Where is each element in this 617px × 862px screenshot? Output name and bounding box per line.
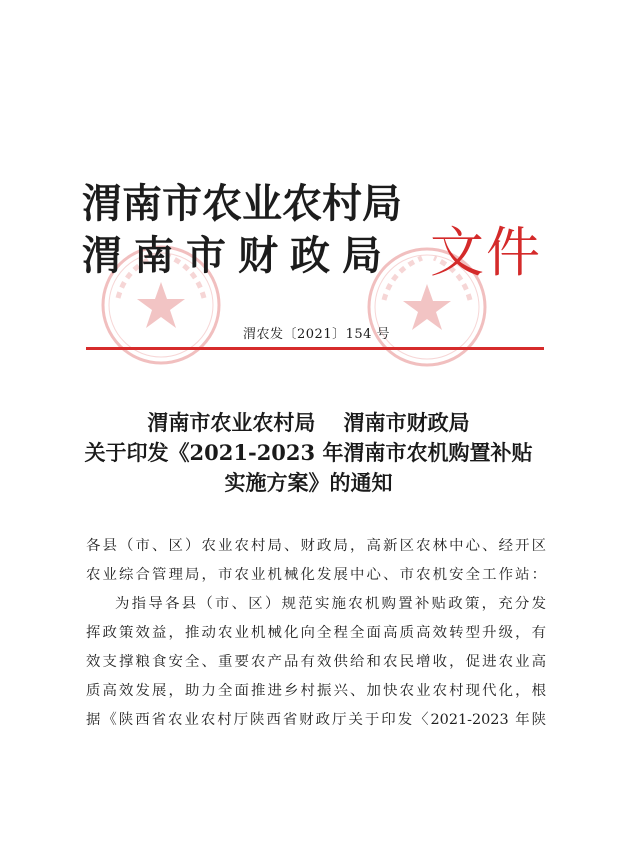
body-line: 质高效发展，助力全面推进乡村振兴、加快农业农村现代化，根 bbox=[86, 683, 546, 699]
document-number: 渭农发〔2021〕154 号 bbox=[243, 327, 391, 342]
title-line-3: 实施方案》的通知 bbox=[224, 470, 393, 495]
body-text bbox=[86, 532, 546, 735]
document-suffix: 文件 bbox=[430, 221, 542, 284]
red-divider bbox=[86, 347, 544, 350]
body-line: 农业综合管理局，市农业机械化发展中心、市农机安全工作站： bbox=[86, 567, 546, 583]
issuer-line-finance: 渭南市财政局 bbox=[82, 233, 394, 279]
masthead bbox=[82, 178, 402, 282]
title-line-2: 关于印发《2021-2023 年渭南市农机购置补贴 bbox=[84, 440, 533, 465]
body-line: 效支撑粮食安全、重要农产品有效供给和农民增收，促进农业高 bbox=[86, 654, 546, 670]
body-line: 挥政策效益，推动农业机械化向全程全面高质高效转型升级，有 bbox=[86, 625, 546, 641]
body-line: 为指导各县（市、区）规范实施农机购置补贴政策，充分发 bbox=[115, 596, 546, 612]
body-line: 据《陕西省农业农村厅陕西省财政厅关于印发〈2021-2023 年陕 bbox=[86, 712, 546, 728]
title-line-1: 渭南市农业农村局 渭南市财政局 bbox=[147, 410, 470, 435]
issuer-line-agriculture: 渭南市农业农村局 bbox=[82, 181, 402, 227]
body-line: 各县（市、区）农业农村局、财政局，高新区农林中心、经开区 bbox=[86, 538, 546, 554]
